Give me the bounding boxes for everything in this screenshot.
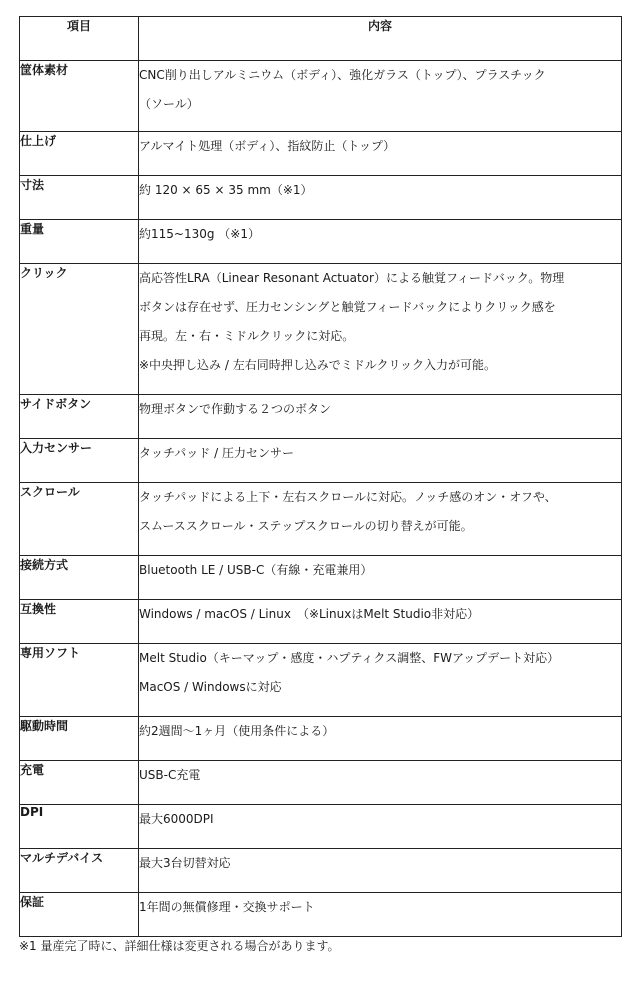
row-label: 仕上げ bbox=[20, 132, 139, 176]
content-line: アルマイト処理（ボディ）、指紋防止（トップ） bbox=[139, 139, 396, 153]
content-line: 再現。左・右・ミドルクリックに対応。 bbox=[139, 329, 355, 343]
footnote: ※1 量産完了時に、詳細仕様は変更される場合があります。 bbox=[19, 939, 340, 953]
header-content: 内容 bbox=[139, 17, 622, 61]
row-content bbox=[139, 805, 622, 849]
row-label: DPI bbox=[20, 805, 139, 849]
header-item: 項目 bbox=[20, 17, 139, 61]
row-label: 駆動時間 bbox=[20, 717, 139, 761]
table-row bbox=[20, 717, 622, 761]
content-line: 約115~130g （※1） bbox=[139, 227, 260, 241]
row-content bbox=[139, 483, 622, 556]
table-row bbox=[20, 600, 622, 644]
table-row bbox=[20, 264, 622, 395]
content-line: Windows / macOS / Linux （※LinuxはMelt Studio非対応） bbox=[139, 607, 480, 621]
table-row bbox=[20, 893, 622, 937]
spec-table bbox=[19, 16, 622, 937]
content-line: USB-C充電 bbox=[139, 768, 201, 782]
content-line: CNC削り出しアルミニウム（ボディ）、強化ガラス（トップ）、プラスチック bbox=[139, 68, 546, 82]
table-row bbox=[20, 61, 622, 132]
content-line: 最大3台切替対応 bbox=[139, 856, 231, 870]
row-label: 筐体素材 bbox=[20, 61, 139, 132]
table-row bbox=[20, 483, 622, 556]
content-line: MacOS / Windowsに対応 bbox=[139, 680, 282, 694]
row-content bbox=[139, 717, 622, 761]
table-row bbox=[20, 849, 622, 893]
content-line: 約2週間〜1ヶ月（使用条件による） bbox=[139, 724, 335, 738]
row-content bbox=[139, 761, 622, 805]
table-row bbox=[20, 805, 622, 849]
content-line: ※中央押し込み / 左右同時押し込みでミドルクリック入力が可能。 bbox=[139, 358, 497, 372]
row-label: マルチデバイス bbox=[20, 849, 139, 893]
table-row bbox=[20, 644, 622, 717]
row-label: 寸法 bbox=[20, 176, 139, 220]
row-content bbox=[139, 132, 622, 176]
row-content bbox=[139, 439, 622, 483]
content-line: 高応答性LRA（Linear Resonant Actuator）による触覚フィードバック。物理 bbox=[139, 271, 565, 285]
content-line: ボタンは存在せず、圧力センシングと触覚フィードバックによりクリック感を bbox=[139, 300, 556, 314]
row-label: スクロール bbox=[20, 483, 139, 556]
row-content bbox=[139, 849, 622, 893]
table-row bbox=[20, 132, 622, 176]
row-content bbox=[139, 176, 622, 220]
row-content bbox=[139, 893, 622, 937]
table-row bbox=[20, 395, 622, 439]
content-line: 最大6000DPI bbox=[139, 812, 214, 826]
row-label: 接続方式 bbox=[20, 556, 139, 600]
row-content bbox=[139, 395, 622, 439]
row-label: クリック bbox=[20, 264, 139, 395]
row-content bbox=[139, 264, 622, 395]
row-label: 保証 bbox=[20, 893, 139, 937]
row-label: サイドボタン bbox=[20, 395, 139, 439]
table-row bbox=[20, 176, 622, 220]
row-label: 入力センサー bbox=[20, 439, 139, 483]
table-row bbox=[20, 761, 622, 805]
row-content bbox=[139, 61, 622, 132]
content-line: 物理ボタンで作動する２つのボタン bbox=[139, 402, 332, 416]
content-line: Bluetooth LE / USB-C（有線・充電兼用） bbox=[139, 563, 373, 577]
content-line: 約 120 × 65 × 35 mm（※1） bbox=[139, 183, 313, 197]
row-label: 充電 bbox=[20, 761, 139, 805]
content-line: スムーススクロール・ステップスクロールの切り替えが可能。 bbox=[139, 519, 473, 533]
content-line: （ソール） bbox=[139, 97, 199, 111]
table-row bbox=[20, 439, 622, 483]
row-content bbox=[139, 600, 622, 644]
row-label: 互換性 bbox=[20, 600, 139, 644]
content-line: タッチパッドによる上下・左右スクロールに対応。ノッチ感のオン・オフや、 bbox=[139, 490, 557, 504]
row-content bbox=[139, 556, 622, 600]
table-row bbox=[20, 220, 622, 264]
table-row bbox=[20, 556, 622, 600]
content-line: 1年間の無償修理・交換サポート bbox=[139, 900, 315, 914]
row-label: 重量 bbox=[20, 220, 139, 264]
row-content bbox=[139, 220, 622, 264]
content-line: Melt Studio（キーマップ・感度・ハプティクス調整、FWアップデート対応） bbox=[139, 651, 560, 665]
row-content bbox=[139, 644, 622, 717]
row-label: 専用ソフト bbox=[20, 644, 139, 717]
header-row bbox=[20, 17, 622, 61]
content-line: タッチパッド / 圧力センサー bbox=[139, 446, 294, 460]
